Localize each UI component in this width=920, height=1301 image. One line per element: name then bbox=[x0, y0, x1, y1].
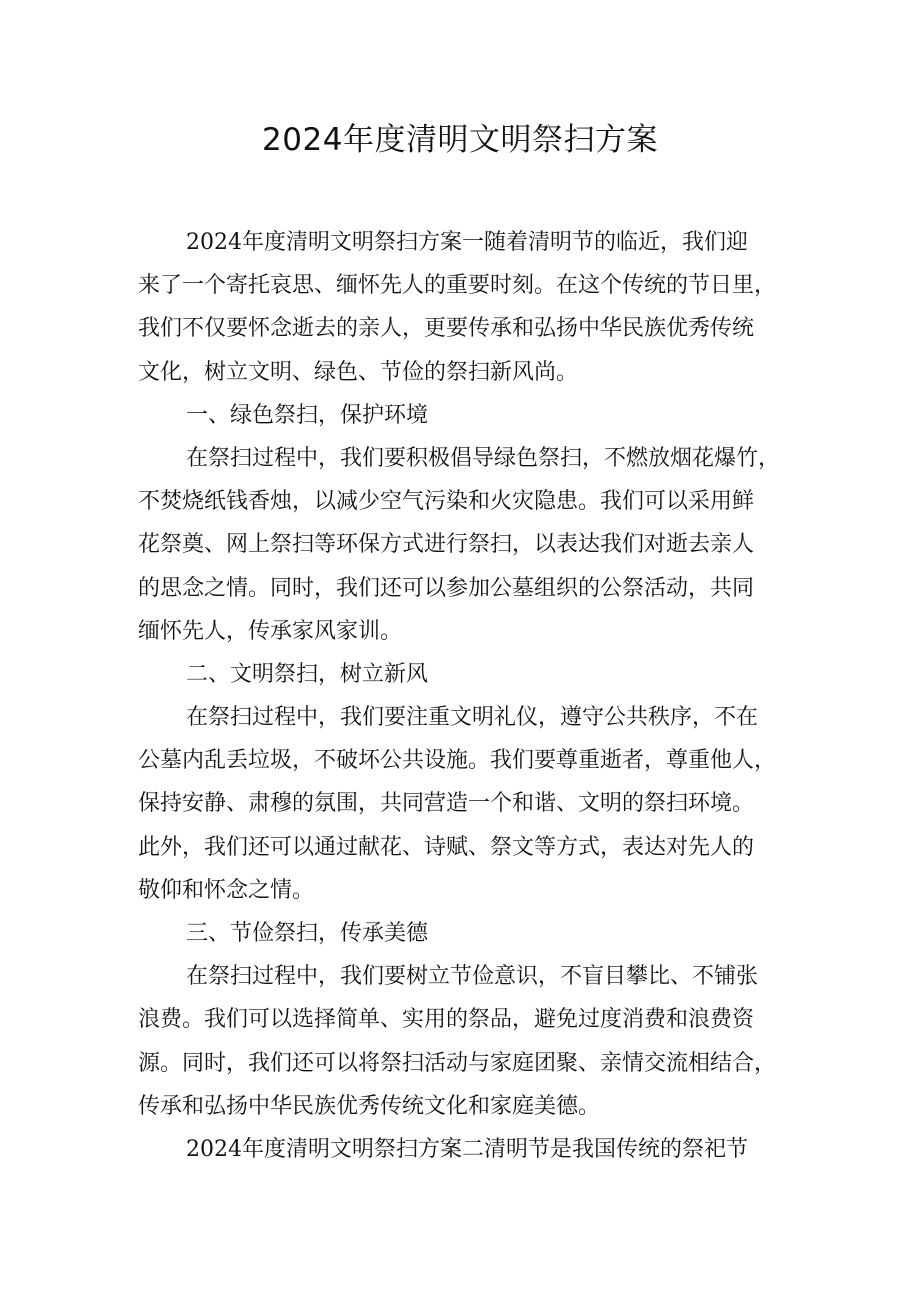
text-line: 此外，我们还可以通过献花、诗赋、祭文等方式，表达对先人的 bbox=[138, 834, 755, 860]
document-body bbox=[138, 221, 788, 1171]
text-line: 不焚烧纸钱香烛，以减少空气污染和火灾隐患。我们可以采用鲜 bbox=[138, 489, 755, 515]
text-line: 保持安静、肃穆的氛围，共同营造一个和谐、文明的祭扫环境。 bbox=[138, 791, 755, 817]
text-line: 公墓内乱丢垃圾，不破坏公共设施。我们要尊重逝者，尊重他人， bbox=[138, 748, 777, 774]
document-title: 2024年度清明文明祭扫方案 bbox=[262, 122, 658, 158]
text-line: 在祭扫过程中，我们要树立节俭意识，不盲目攀比、不铺张 bbox=[186, 964, 759, 990]
text-line: 我们不仅要怀念逝去的亲人，更要传承和弘扬中华民族优秀传统 bbox=[138, 316, 755, 342]
text-line: 2024年度清明文明祭扫方案二清明节是我国传统的祭祀节 bbox=[186, 1136, 748, 1162]
text-line: 在祭扫过程中，我们要积极倡导绿色祭扫，不燃放烟花爆竹， bbox=[186, 445, 781, 471]
text-line: 来了一个寄托哀思、缅怀先人的重要时刻。在这个传统的节日里， bbox=[138, 273, 777, 299]
text-line: 在祭扫过程中，我们要注重文明礼仪，遵守公共秩序，不在 bbox=[186, 705, 759, 731]
text-line: 传承和弘扬中华民族优秀传统文化和家庭美德。 bbox=[138, 1093, 601, 1119]
text-line: 源。同时，我们还可以将祭扫活动与家庭团聚、亲情交流相结合， bbox=[138, 1050, 777, 1076]
text-line: 花祭奠、网上祭扫等环保方式进行祭扫，以表达我们对逝去亲人 bbox=[138, 532, 755, 558]
text-line: 浪费。我们可以选择简单、实用的祭品，避免过度消费和浪费资 bbox=[138, 1007, 755, 1033]
text-line: 二、文明祭扫，树立新风 bbox=[186, 661, 429, 687]
text-line: 2024年度清明文明祭扫方案一随着清明节的临近，我们迎 bbox=[186, 230, 748, 255]
text-line: 的思念之情。同时，我们还可以参加公墓组织的公祭活动，共同 bbox=[138, 575, 755, 601]
text-line: 敬仰和怀念之情。 bbox=[138, 877, 315, 903]
text-line: 缅怀先人，传承家风家训。 bbox=[138, 618, 403, 644]
text-line: 三、节俭祭扫，传承美德 bbox=[186, 921, 429, 946]
text-line: 一、绿色祭扫，保护环境 bbox=[186, 402, 429, 428]
text-line: 文化，树立文明、绿色、节俭的祭扫新风尚。 bbox=[138, 359, 579, 385]
